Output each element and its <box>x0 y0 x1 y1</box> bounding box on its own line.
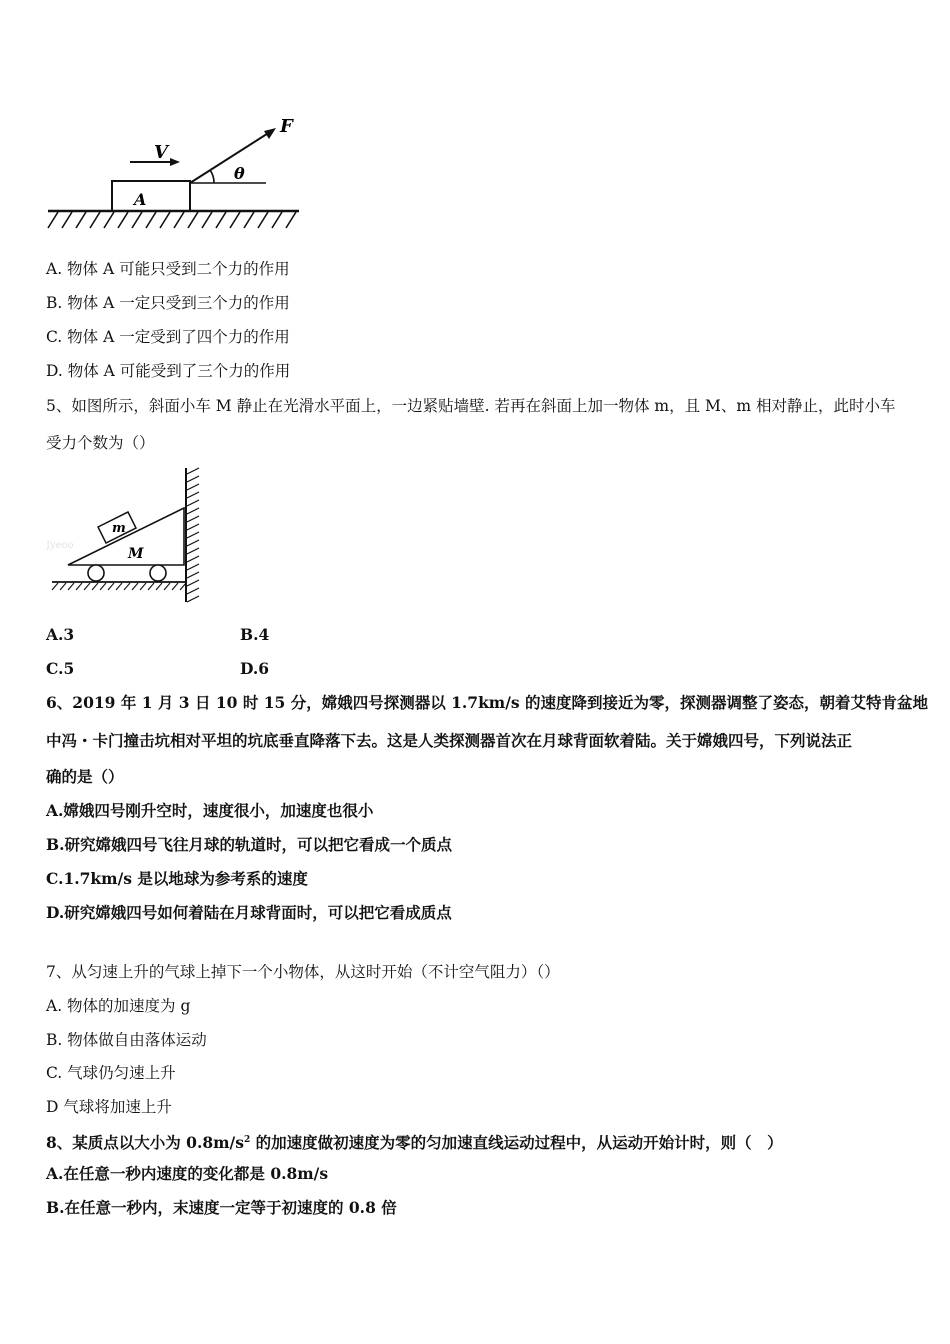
q6-stem-line2: 中冯・卡门撞击坑相对平坦的坑底垂直降落下去。这是人类探测器首次在月球背面软着陆。关于嫦娥四号，下列说法正 <box>46 731 853 750</box>
q8-option-b: B.在任意一秒内，末速度一定等于初速度的 0.8 倍 <box>46 1198 397 1217</box>
q5-option-a: A.3 <box>46 625 75 644</box>
q4-option-b: B. 物体 A 一定只受到三个力的作用 <box>46 294 290 312</box>
q6-option-c: C.1.7km/s 是以地球为参考系的速度 <box>46 869 308 888</box>
block-label-a: A <box>134 190 147 209</box>
figure-incline-cart <box>46 466 206 606</box>
q7-option-c: C. 气球仍匀速上升 <box>46 1064 176 1082</box>
figure-block-force <box>44 112 304 232</box>
q7-option-b: B. 物体做自由落体运动 <box>46 1031 207 1049</box>
q5-option-b: B.4 <box>240 625 270 644</box>
q8-stem-superscript: 2 <box>243 1135 251 1145</box>
q5-stem-line2: 受力个数为（） <box>46 434 155 452</box>
q8-stem-part2: 的加速度做初速度为零的匀加速直线运动过程中，从运动开始计时，则（ ） <box>250 1133 783 1153</box>
velocity-label: V <box>154 142 168 163</box>
cart-label: M <box>128 546 144 562</box>
watermark: Jyeoo <box>46 540 74 551</box>
small-block-label: m <box>112 521 126 536</box>
q5-option-c: C.5 <box>46 659 75 678</box>
q7-option-d: D 气球将加速上升 <box>46 1098 172 1116</box>
q8-stem <box>46 1130 783 1153</box>
q8-option-a: A.在任意一秒内速度的变化都是 0.8m/s <box>46 1164 329 1183</box>
q5-stem-line1: 5、如图所示，斜面小车 M 静止在光滑水平面上，一边紧贴墙壁. 若再在斜面上加一物体 m，且 M、m 相对静止，此时小车 <box>46 397 896 415</box>
q6-stem-line3: 确的是（） <box>46 767 124 786</box>
q6-option-b: B.研究嫦娥四号飞往月球的轨道时，可以把它看成一个质点 <box>46 835 452 854</box>
q4-option-c: C. 物体 A 一定受到了四个力的作用 <box>46 328 290 346</box>
q4-option-d: D. 物体 A 可能受到了三个力的作用 <box>46 362 291 380</box>
q8-stem-part1: 8、某质点以大小为 0.8m/s <box>46 1133 244 1153</box>
q7-option-a: A. 物体的加速度为 g <box>46 997 191 1015</box>
q7-stem: 7、从匀速上升的气球上掉下一个小物体，从这时开始（不计空气阻力）（） <box>46 963 560 981</box>
force-label: F <box>280 116 293 137</box>
q6-option-d: D.研究嫦娥四号如何着陆在月球背面时，可以把它看成质点 <box>46 903 452 922</box>
q5-option-d: D.6 <box>240 659 270 678</box>
q4-option-a: A. 物体 A 可能只受到二个力的作用 <box>46 260 290 278</box>
angle-label: θ <box>234 164 245 183</box>
q6-option-a: A.嫦娥四号刚升空时，速度很小，加速度也很小 <box>46 801 374 820</box>
q6-stem-line1: 6、2019 年 1 月 3 日 10 时 15 分，嫦娥四号探测器以 1.7km/s 的速度降到接近为零，探测器调整了姿态，朝着艾特肯盆地 <box>46 693 928 712</box>
